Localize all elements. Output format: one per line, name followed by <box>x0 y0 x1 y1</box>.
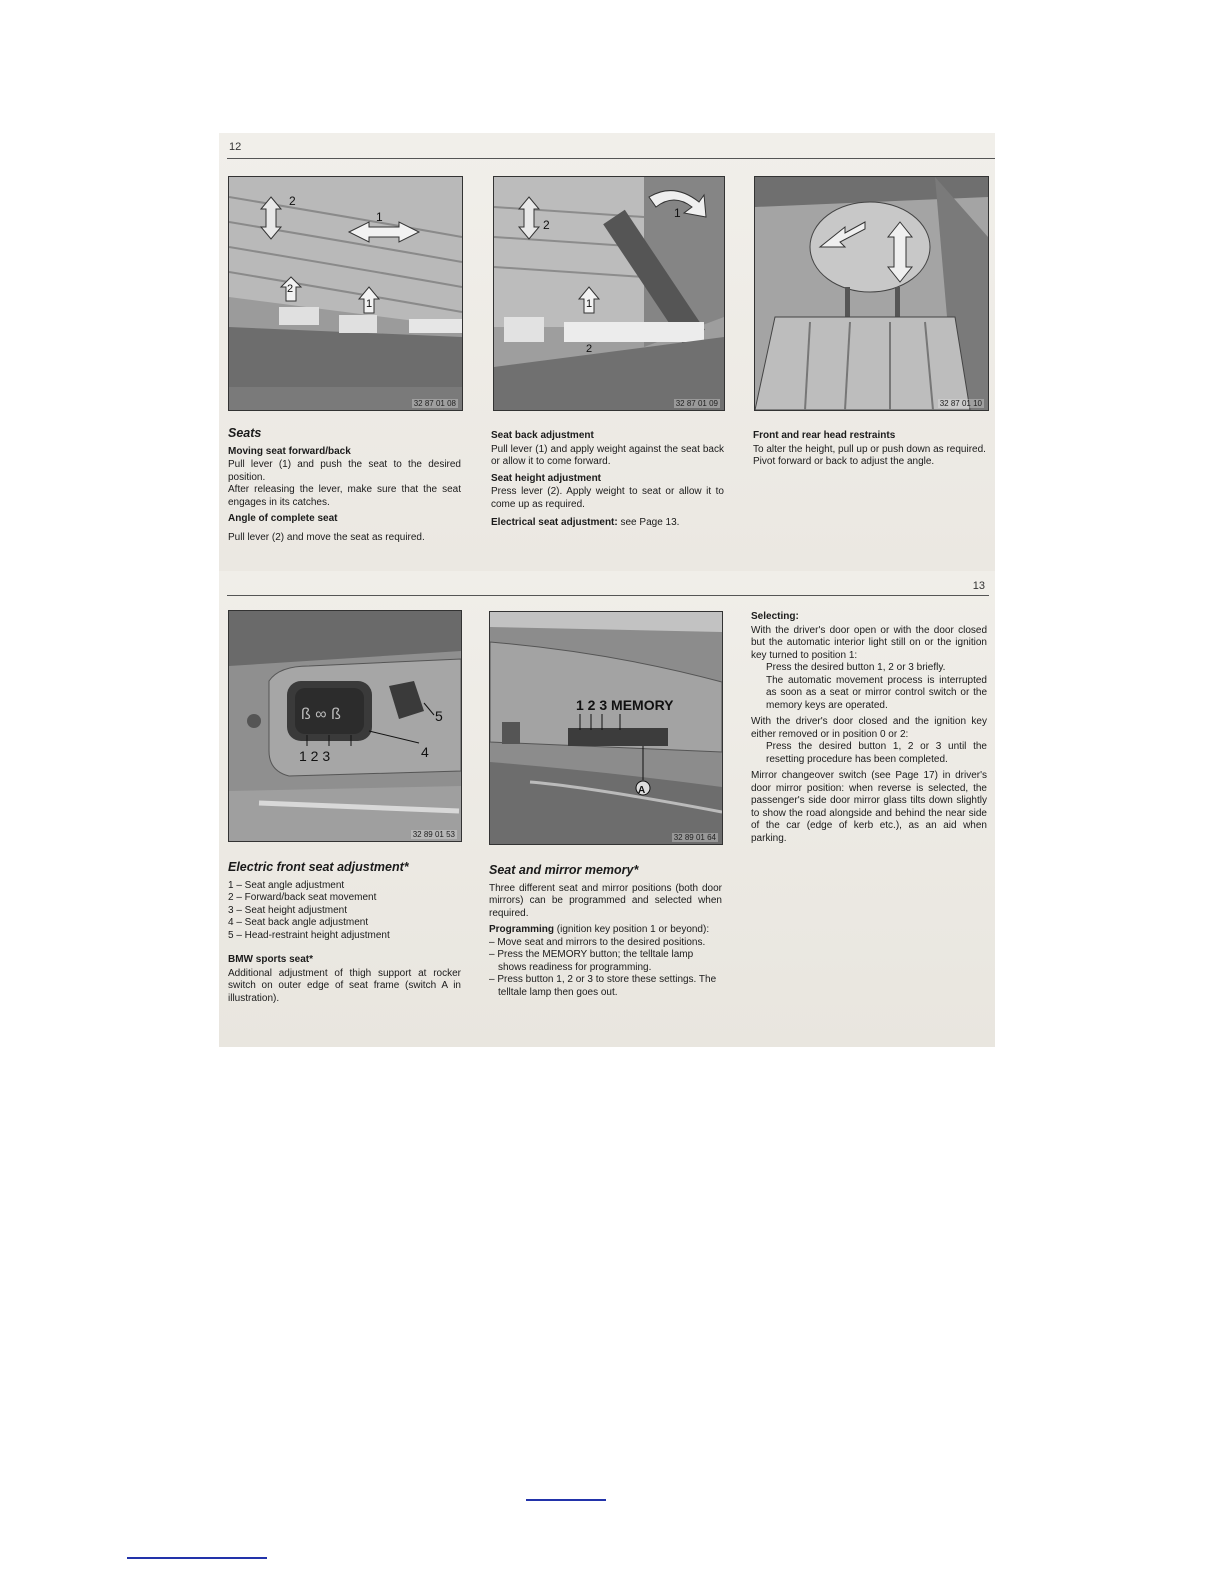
fig1-label-1a: 1 <box>376 210 383 224</box>
subheading: Selecting: <box>751 611 799 622</box>
seat-back-illustration <box>493 176 725 411</box>
header-rule <box>227 158 995 159</box>
link-underline[interactable] <box>127 1557 267 1559</box>
paragraph: Pull lever (1) and push the seat to the desired position. <box>228 459 461 483</box>
scanned-manual-spread <box>219 133 995 1047</box>
seat-memory-illustration <box>489 611 723 845</box>
paragraph: With the driver's door closed and the ignition key either removed or in position 0 or 2: <box>751 716 987 740</box>
section-title: Seats <box>228 426 262 440</box>
seats-section <box>228 427 461 548</box>
paragraph: To alter the height, pull up or push down as required. <box>753 443 986 455</box>
list-item: 3 – Seat height adjustment <box>228 904 347 916</box>
paragraph: Additional adjustment of thigh support at rocker switch on outer edge of seat frame (switch A in illustration). <box>228 967 461 1004</box>
electric-seat-switch-illustration <box>228 610 462 842</box>
subheading: Seat back adjustment <box>491 430 594 441</box>
section-title: Electric front seat adjustment* <box>228 860 409 874</box>
subheading: Angle of complete seat <box>228 513 338 524</box>
seat-illustration-svg <box>229 177 462 410</box>
paragraph: Press the desired button 1, 2 or 3 briefly. <box>766 662 946 673</box>
fig2-label-2a: 2 <box>543 218 550 232</box>
fig4-label-123: 1 2 3 <box>299 748 331 764</box>
memory-selecting-section <box>751 611 987 849</box>
figure-code: 32 87 01 08 <box>413 399 456 408</box>
inline-heading: Programming <box>489 924 555 935</box>
paragraph: Pull lever (2) and move the seat as required. <box>228 531 425 543</box>
list-item: 2 – Forward/back seat movement <box>228 892 377 903</box>
paragraph: Press the desired button 1, 2 or 3 until the resetting procedure has been completed. <box>766 741 987 765</box>
paragraph: Three different seat and mirror positions (both door mirrors) can be programmed and selected when required. <box>489 882 722 919</box>
page-13 <box>219 571 995 1047</box>
inline-heading: Electrical seat adjustment: <box>491 517 618 528</box>
figure-code: 32 89 01 53 <box>412 830 455 839</box>
head-restraint-illustration-svg <box>755 177 988 410</box>
subheading: Front and rear head restraints <box>753 430 896 441</box>
section-title: Seat and mirror memory* <box>489 863 639 877</box>
paragraph: Press lever (2). Apply weight to seat or allow it to come up as required. <box>491 486 724 510</box>
list-item: – Press button 1, 2 or 3 to store these settings. The telltale lamp then goes out. <box>489 974 717 998</box>
fig2-label-1b: 1 <box>586 298 593 310</box>
figure-code: 32 89 01 64 <box>673 833 716 842</box>
fig5-label-a: A <box>638 785 646 796</box>
fig4-label-5: 5 <box>435 708 443 724</box>
head-restraints-section <box>753 430 989 473</box>
seat-forward-back-illustration <box>228 176 463 411</box>
seat-switch-illustration-svg <box>229 611 461 841</box>
paragraph <box>491 517 724 530</box>
paragraph: Mirror changeover switch (see Page 17) in driver's door mirror position: when reverse is selected, the passenger's side door mirror glass tilts down slightly to show the road alongside and behind the near side of the car (edge of kerb etc.), as an aid when parking. <box>751 770 987 844</box>
seat-back-section <box>491 430 724 534</box>
paragraph: With the driver's door open or with the door closed but the automatic interior light still on or the ignition key turned to position 1: <box>751 624 987 661</box>
fig5-label-memory: 1 2 3 MEMORY <box>576 697 674 713</box>
paragraph <box>489 924 722 937</box>
fig1-label-2a: 2 <box>289 194 296 208</box>
figure-code: 32 87 01 10 <box>939 399 982 408</box>
list-item: 4 – Seat back angle adjustment <box>228 917 369 928</box>
paragraph: After releasing the lever, make sure that the seat engages in its catches. <box>228 484 461 508</box>
subheading: Moving seat forward/back <box>228 445 351 457</box>
programming-steps <box>489 937 722 1000</box>
inline-text: see Page 13. <box>620 517 680 528</box>
header-rule <box>227 595 989 596</box>
list-item: 5 – Head-restraint height adjustment <box>228 929 390 941</box>
page-12 <box>219 133 995 571</box>
paragraph: Pivot forward or back to adjust the angle. <box>753 456 935 467</box>
list-item: – Press the MEMORY button; the telltale lamp shows readiness for programming. <box>489 949 694 973</box>
subheading: BMW sports seat* <box>228 954 314 965</box>
svg-text:ß ∞ ß: ß ∞ ß <box>301 706 341 723</box>
head-restraint-illustration <box>754 176 989 411</box>
inline-text: (ignition key position 1 or beyond): <box>556 924 710 935</box>
electric-seat-section <box>228 861 461 1009</box>
paragraph: The automatic movement process is interrupted as soon as a seat or mirror control switch or the memory keys are operated. <box>766 674 987 711</box>
list-item: – Move seat and mirrors to the desired positions. <box>489 936 706 948</box>
fig4-label-4: 4 <box>421 744 429 760</box>
fig2-label-1a: 1 <box>674 206 681 220</box>
page-number: 12 <box>229 141 242 153</box>
seat-memory-section <box>489 864 722 1003</box>
fig1-label-1b: 1 <box>366 298 373 310</box>
adjustment-list <box>228 880 461 943</box>
paragraph: Pull lever (1) and apply weight against the seat back or allow it to come forward. <box>491 443 724 467</box>
seat-memory-illustration-svg <box>490 612 722 844</box>
fig1-label-2b: 2 <box>287 283 294 295</box>
figure-code: 32 87 01 09 <box>675 399 718 408</box>
subheading: Seat height adjustment <box>491 472 602 484</box>
link-underline[interactable] <box>526 1499 606 1501</box>
seat-back-illustration-svg <box>494 177 724 410</box>
list-item: 1 – Seat angle adjustment <box>228 879 345 891</box>
page-number: 13 <box>972 580 985 592</box>
fig2-label-2b: 2 <box>586 343 593 355</box>
